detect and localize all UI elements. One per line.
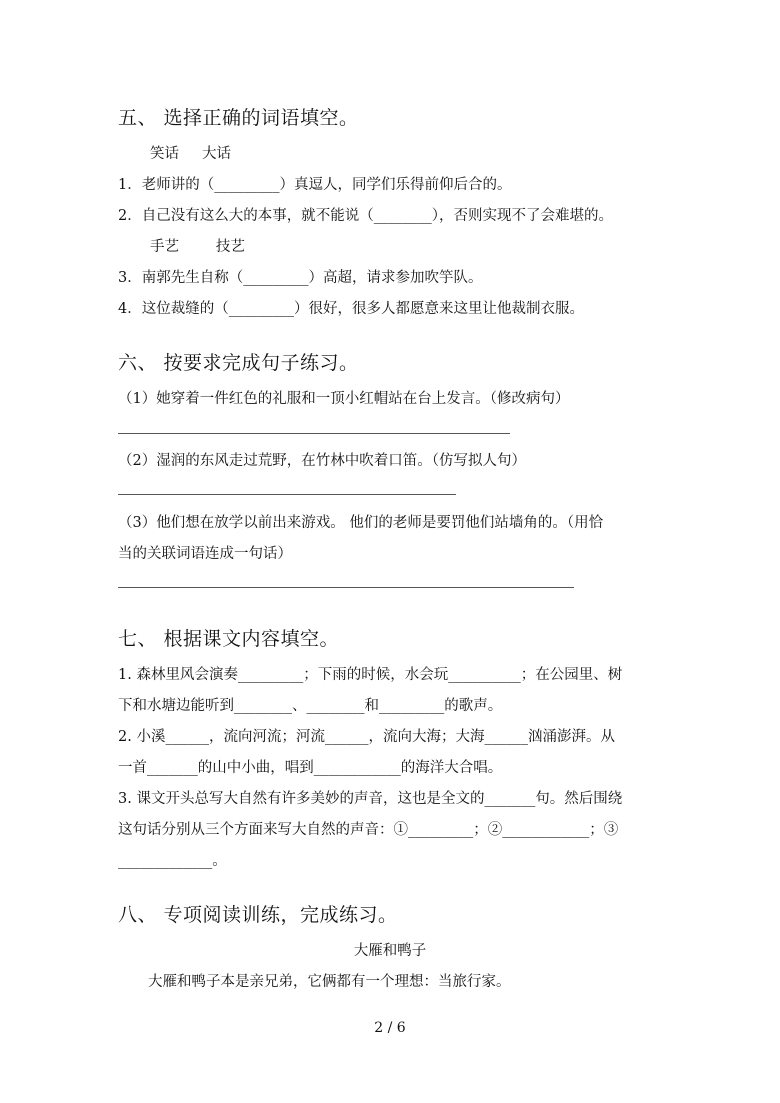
question-6-3-line1: （3）他们想在放学以前出来游戏。 他们的老师是要罚他们站墙角的。（用恰 [118,515,604,531]
question-6-1: （1）她穿着一件红色的礼服和一顶小红帽站在台上发言。（修改病句） [118,391,570,407]
question-5-3: 3．南郭先生自称（_________）高超，请求参加吹竽队。 [118,270,483,286]
fill-7-line1: 1. 森林里风会演奏_________；下雨的时候，水会玩__________；在公园里、树 [118,667,623,683]
fill-7-line3: 2. 小溪______，流向河流；河流______，流向大海；大海______汹涌澎湃。从 [118,729,615,745]
fill-7-line4: 一首_______的山中小曲，唱到____________的海洋大合唱。 [118,760,503,776]
question-6-3-line2: 当的关联词语连成一句话） [118,546,292,562]
question-5-2: 2．自己没有这么大的本事，就不能说（________），否则实现不了会难堪的。 [118,208,613,224]
page-number: 2 / 6 [374,1020,406,1036]
section-seven-heading: 七、 根据课文内容填空。 [118,628,340,650]
fill-7-line6: 这句话分别从三个方面来写大自然的声音：①_________；②____________；③ [118,822,619,838]
fill-7-line2: 下和水塘边能听到________、________和_________的歌声。 [118,698,503,714]
answer-line-6-3[interactable] [118,587,574,588]
answer-line-6-1[interactable] [118,433,510,434]
answer-line-6-2[interactable] [118,494,456,495]
section-six-heading: 六、 按要求完成句子练习。 [118,352,359,374]
reading-paragraph-1: 大雁和鸭子本是亲兄弟，它俩都有一个理想：当旅行家。 [148,974,511,990]
question-5-4: 4．这位裁缝的（_________）很好，很多人都愿意来这里让他裁制衣服。 [118,301,584,317]
section-eight-heading: 八、 专项阅读训练，完成练习。 [118,904,398,926]
word-options-2: 手艺 技艺 [150,239,245,255]
word-options-1: 笑话 大话 [150,146,232,162]
fill-7-line7: _____________。 [118,853,227,869]
question-5-1: 1．老师讲的（_________）真逗人，同学们乐得前仰后合的。 [118,177,512,193]
reading-title: 大雁和鸭子 [353,943,427,959]
fill-7-line5: 3. 课文开头总写大自然有许多美妙的声音，这也是全文的_______句。然后围绕 [118,791,623,807]
question-6-2: （2）湿润的东风走过荒野，在竹林中吹着口笛。（仿写拟人句） [118,453,526,469]
section-five-heading: 五、 选择正确的词语填空。 [118,107,359,129]
